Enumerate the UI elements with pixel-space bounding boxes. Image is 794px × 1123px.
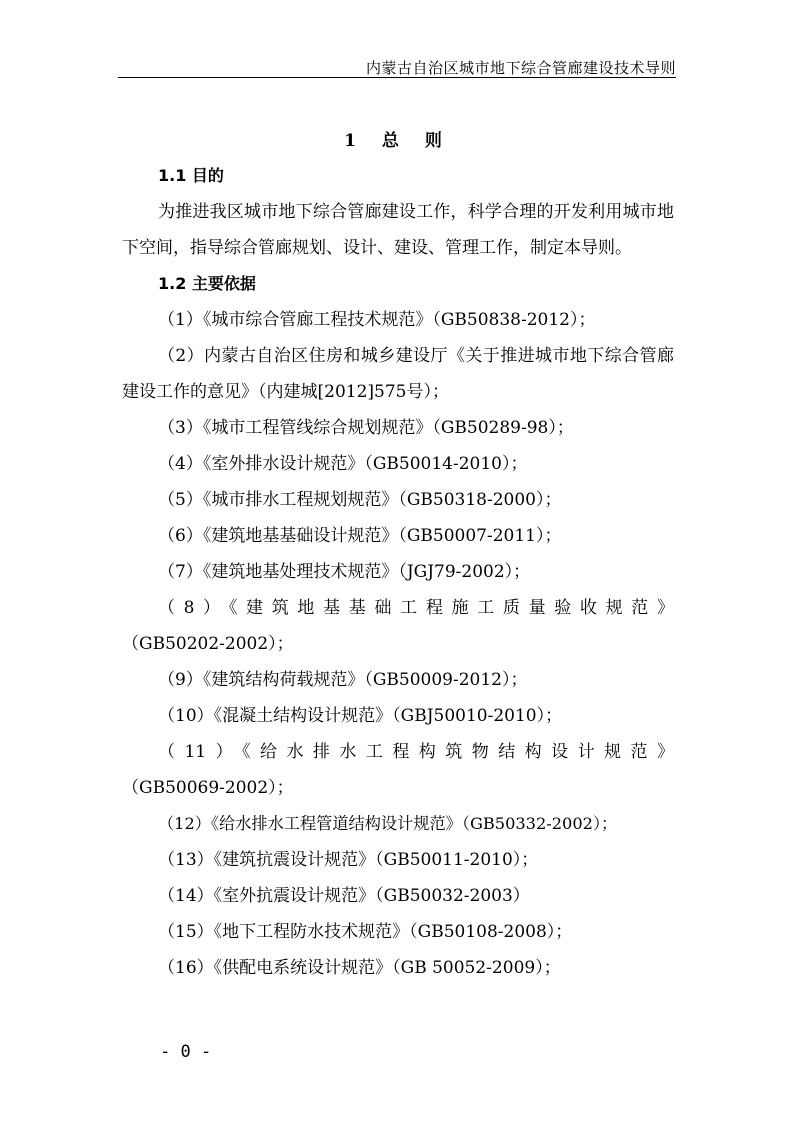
- page-number: - 0 -: [160, 1042, 212, 1062]
- basis-item-4: （4）《室外排水设计规范》（GB50014-2010）；: [158, 454, 528, 474]
- basis-item-13: （13）《建筑抗震设计规范》（GB50011-2010）；: [158, 850, 539, 870]
- basis-item-15: （15）《地下工程防水技术规范》（GB50108-2008）；: [158, 922, 573, 942]
- document-body: [122, 124, 674, 986]
- basis-item-3: （3）《城市工程管线综合规划规范》（GB50289-98）；: [158, 418, 574, 438]
- section-heading-basis: 1.2 主要依据: [158, 274, 256, 293]
- basis-item-8-code: （GB50202-2002）；: [122, 634, 294, 654]
- basis-item-7: （7）《建筑地基处理技术规范》（JGJ79-2002）；: [158, 562, 531, 582]
- basis-item-11-code: （GB50069-2002）；: [122, 778, 294, 798]
- basis-item-14: （14）《室外抗震设计规范》（GB50032-2003）: [158, 886, 530, 906]
- purpose-paragraph: 为推进我区城市地下综合管廊建设工作，科学合理的开发利用城市地下空间，指导综合管廊规划、设计、建设、管理工作，制定本导则。: [122, 202, 674, 258]
- chapter-title: 1 总 则: [344, 131, 452, 151]
- basis-item-10: （10）《混凝土结构设计规范》（GBJ50010-2010）；: [158, 706, 563, 726]
- basis-item-6: （6）《建筑地基基础设计规范》（GB50007-2011）；: [158, 526, 562, 546]
- basis-item-2: （2）内蒙古自治区住房和城乡建设厅《关于推进城市地下综合管廊建设工作的意见》（内建城[2012]575号）；: [122, 346, 674, 402]
- basis-item-12: （12）《给水排水工程管道结构设计规范》（GB50332-2002）；: [158, 814, 618, 833]
- running-header-title: 内蒙古自治区城市地下综合管廊建设技术导则: [365, 59, 676, 77]
- basis-item-8: （8）《建筑地基基础工程施工质量验收规范》: [158, 598, 674, 618]
- header-rule: [118, 77, 676, 78]
- basis-item-1: （1）《城市综合管廊工程技术规范》（GB50838-2012）；: [158, 310, 596, 330]
- basis-item-5: （5）《城市排水工程规划规范》（GB50318-2000）；: [158, 490, 562, 510]
- basis-item-11: （11）《给水排水工程构筑物结构设计规范》: [158, 742, 674, 762]
- basis-item-16: （16）《供配电系统设计规范》（GB 50052-2009）；: [158, 958, 561, 978]
- basis-item-9: （9）《建筑结构荷载规范》（GB50009-2012）；: [158, 670, 528, 690]
- section-heading-purpose: 1.1 目的: [158, 166, 224, 185]
